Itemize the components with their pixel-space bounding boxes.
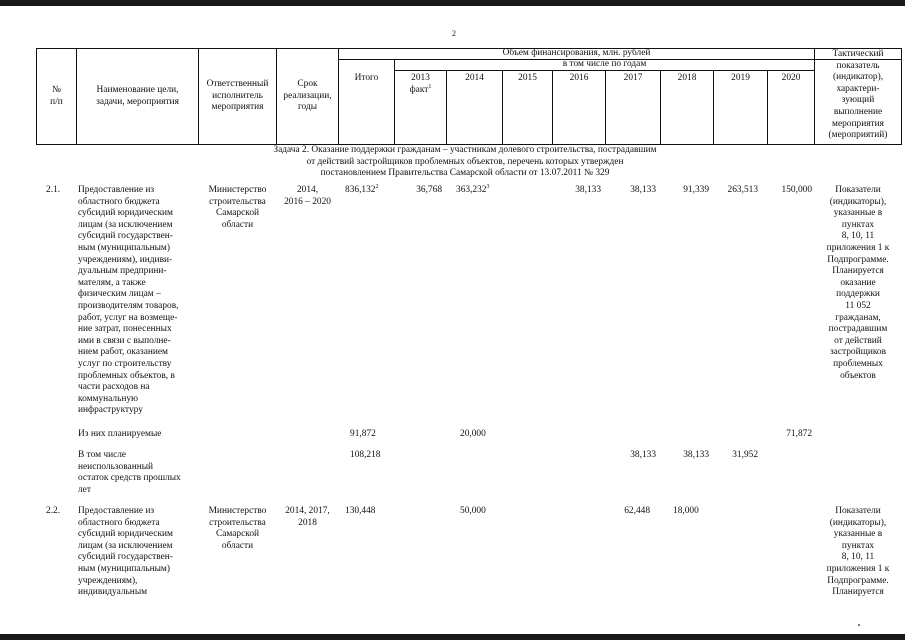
- header-year-2014: 2014: [465, 73, 484, 83]
- scan-top-border: [0, 0, 905, 6]
- unused-label: В том числе неиспользованный остаток средств прошлых лет: [78, 450, 181, 495]
- row-2-1-num: 2.1.: [46, 185, 61, 195]
- row-2-2-2017: 62,448: [624, 506, 650, 516]
- row-2-1-2014: [456, 185, 489, 197]
- header-funding: Объем финансирования, млн. рублей: [502, 48, 651, 58]
- header-year-2017: 2017: [623, 73, 643, 83]
- planned-2020: 71,872: [786, 429, 812, 439]
- row-2-1-term: 2014, 2016 – 2020: [284, 185, 331, 207]
- unused-2017: 38,133: [630, 450, 656, 460]
- row-2-2-2014: 50,000: [460, 506, 486, 516]
- unused-total: 108,218: [350, 450, 381, 460]
- unused-2018: 38,133: [683, 450, 709, 460]
- header-executor: Ответственный исполнитель мероприятия: [206, 79, 269, 113]
- row-2-1-2014-value: 363,232: [456, 185, 487, 195]
- row-2-1-2019: 263,513: [727, 185, 758, 195]
- header-year-2018: 2018: [677, 73, 697, 83]
- row-2-1-total-value: 836,132: [345, 185, 376, 195]
- header-total: Итого: [354, 73, 379, 83]
- header-term: Срок реализации, годы: [283, 79, 332, 113]
- row-2-1-total-footnote: 2: [375, 184, 379, 190]
- row-2-2-term: 2014, 2017, 2018: [285, 506, 330, 528]
- row-2-1-2020: 150,000: [781, 185, 812, 195]
- row-2-1-2017: 38,133: [630, 185, 656, 195]
- row-2-1-2018: 91,339: [683, 185, 709, 195]
- header-by-years: в том числе по годам: [562, 59, 647, 69]
- planned-total: 91,872: [350, 429, 376, 439]
- scan-speck: [858, 624, 860, 626]
- task-title: Задача 2. Оказание поддержки гражданам – участникам долевого строительства, пострадавшим от действий застройщиков проблемных объектов, перечень которых утвержден постановлением Правительства Самарской области от 13.07.2011 № 329: [273, 145, 657, 179]
- col-line-4: [338, 48, 339, 145]
- header-year-2019: 2019: [731, 73, 750, 83]
- row-2-1-2016: 38,133: [575, 185, 601, 195]
- row-2-1-2014-footnote: 3: [486, 184, 490, 190]
- page-number: 2: [452, 29, 456, 38]
- header-num: № п/п: [50, 85, 63, 107]
- row-2-1-indicator: Показатели (индикаторы), указанные в пунктах 8, 10, 11 приложения 1 к Подпрограмме. Планируется оказание поддержки 11 052 гражданам, пострадавшим от действий застройщиков проблемных объектов: [826, 185, 890, 381]
- header-year-2013-text: 2013 факт: [409, 73, 430, 95]
- header-year-2015: 2015: [518, 73, 537, 83]
- row-2-2-2018: 18,000: [673, 506, 699, 516]
- row-2-2-total: 130,448: [345, 506, 376, 516]
- header-year-2013-footnote: 1: [428, 83, 432, 90]
- header-name: Наименование цели, задачи, мероприятия: [96, 85, 179, 107]
- header-indicator: Тактический показатель (индикатор), характери- зующий выполнение мероприятия (мероприятий): [828, 49, 888, 141]
- row-2-1-name: Предоставление из областного бюджета субсидий юридическим лицам (за исключением субсидий государствен- ным (муниципальным) учреждениям), индиви- дуальным предприни- мателям, а также физическим лицам – производителям товаров, работ, услуг на возмеще- ние затрат, понесенных ими в связи с выполне- нием работ, оказанием услуг по строительству проблемных объектов, в части расходов на коммунальную инфраструктуру: [78, 185, 179, 416]
- row-2-2-executor: Министерство строительства Самарской области: [208, 506, 267, 551]
- row-2-2-indicator: Показатели (индикаторы), указанные в пунктах 8, 10, 11 приложения 1 к Подпрограмме. Планируется: [826, 506, 890, 598]
- row-2-2-num: 2.2.: [46, 506, 61, 516]
- planned-2014: 20,000: [460, 429, 486, 439]
- header-year-2013: [395, 73, 446, 96]
- row-2-2-name: Предоставление из областного бюджета субсидий юридическим лицам (за исключением субсидий государствен- ным (муниципальным) учреждениям), индивидуальным: [78, 506, 173, 598]
- col-line-5: [394, 59, 395, 145]
- planned-label: Из них планируемые: [78, 429, 162, 439]
- row-2-1-executor: Министерство строительства Самарской области: [208, 185, 267, 230]
- col-line-14: [901, 48, 902, 145]
- row-2-1-2013: 36,768: [416, 185, 442, 195]
- header-year-2016: 2016: [569, 73, 589, 83]
- scan-bottom-border: [0, 634, 905, 640]
- unused-2019: 31,952: [732, 450, 758, 460]
- header-year-2020: 2020: [781, 73, 801, 83]
- row-2-1-total: [345, 185, 378, 197]
